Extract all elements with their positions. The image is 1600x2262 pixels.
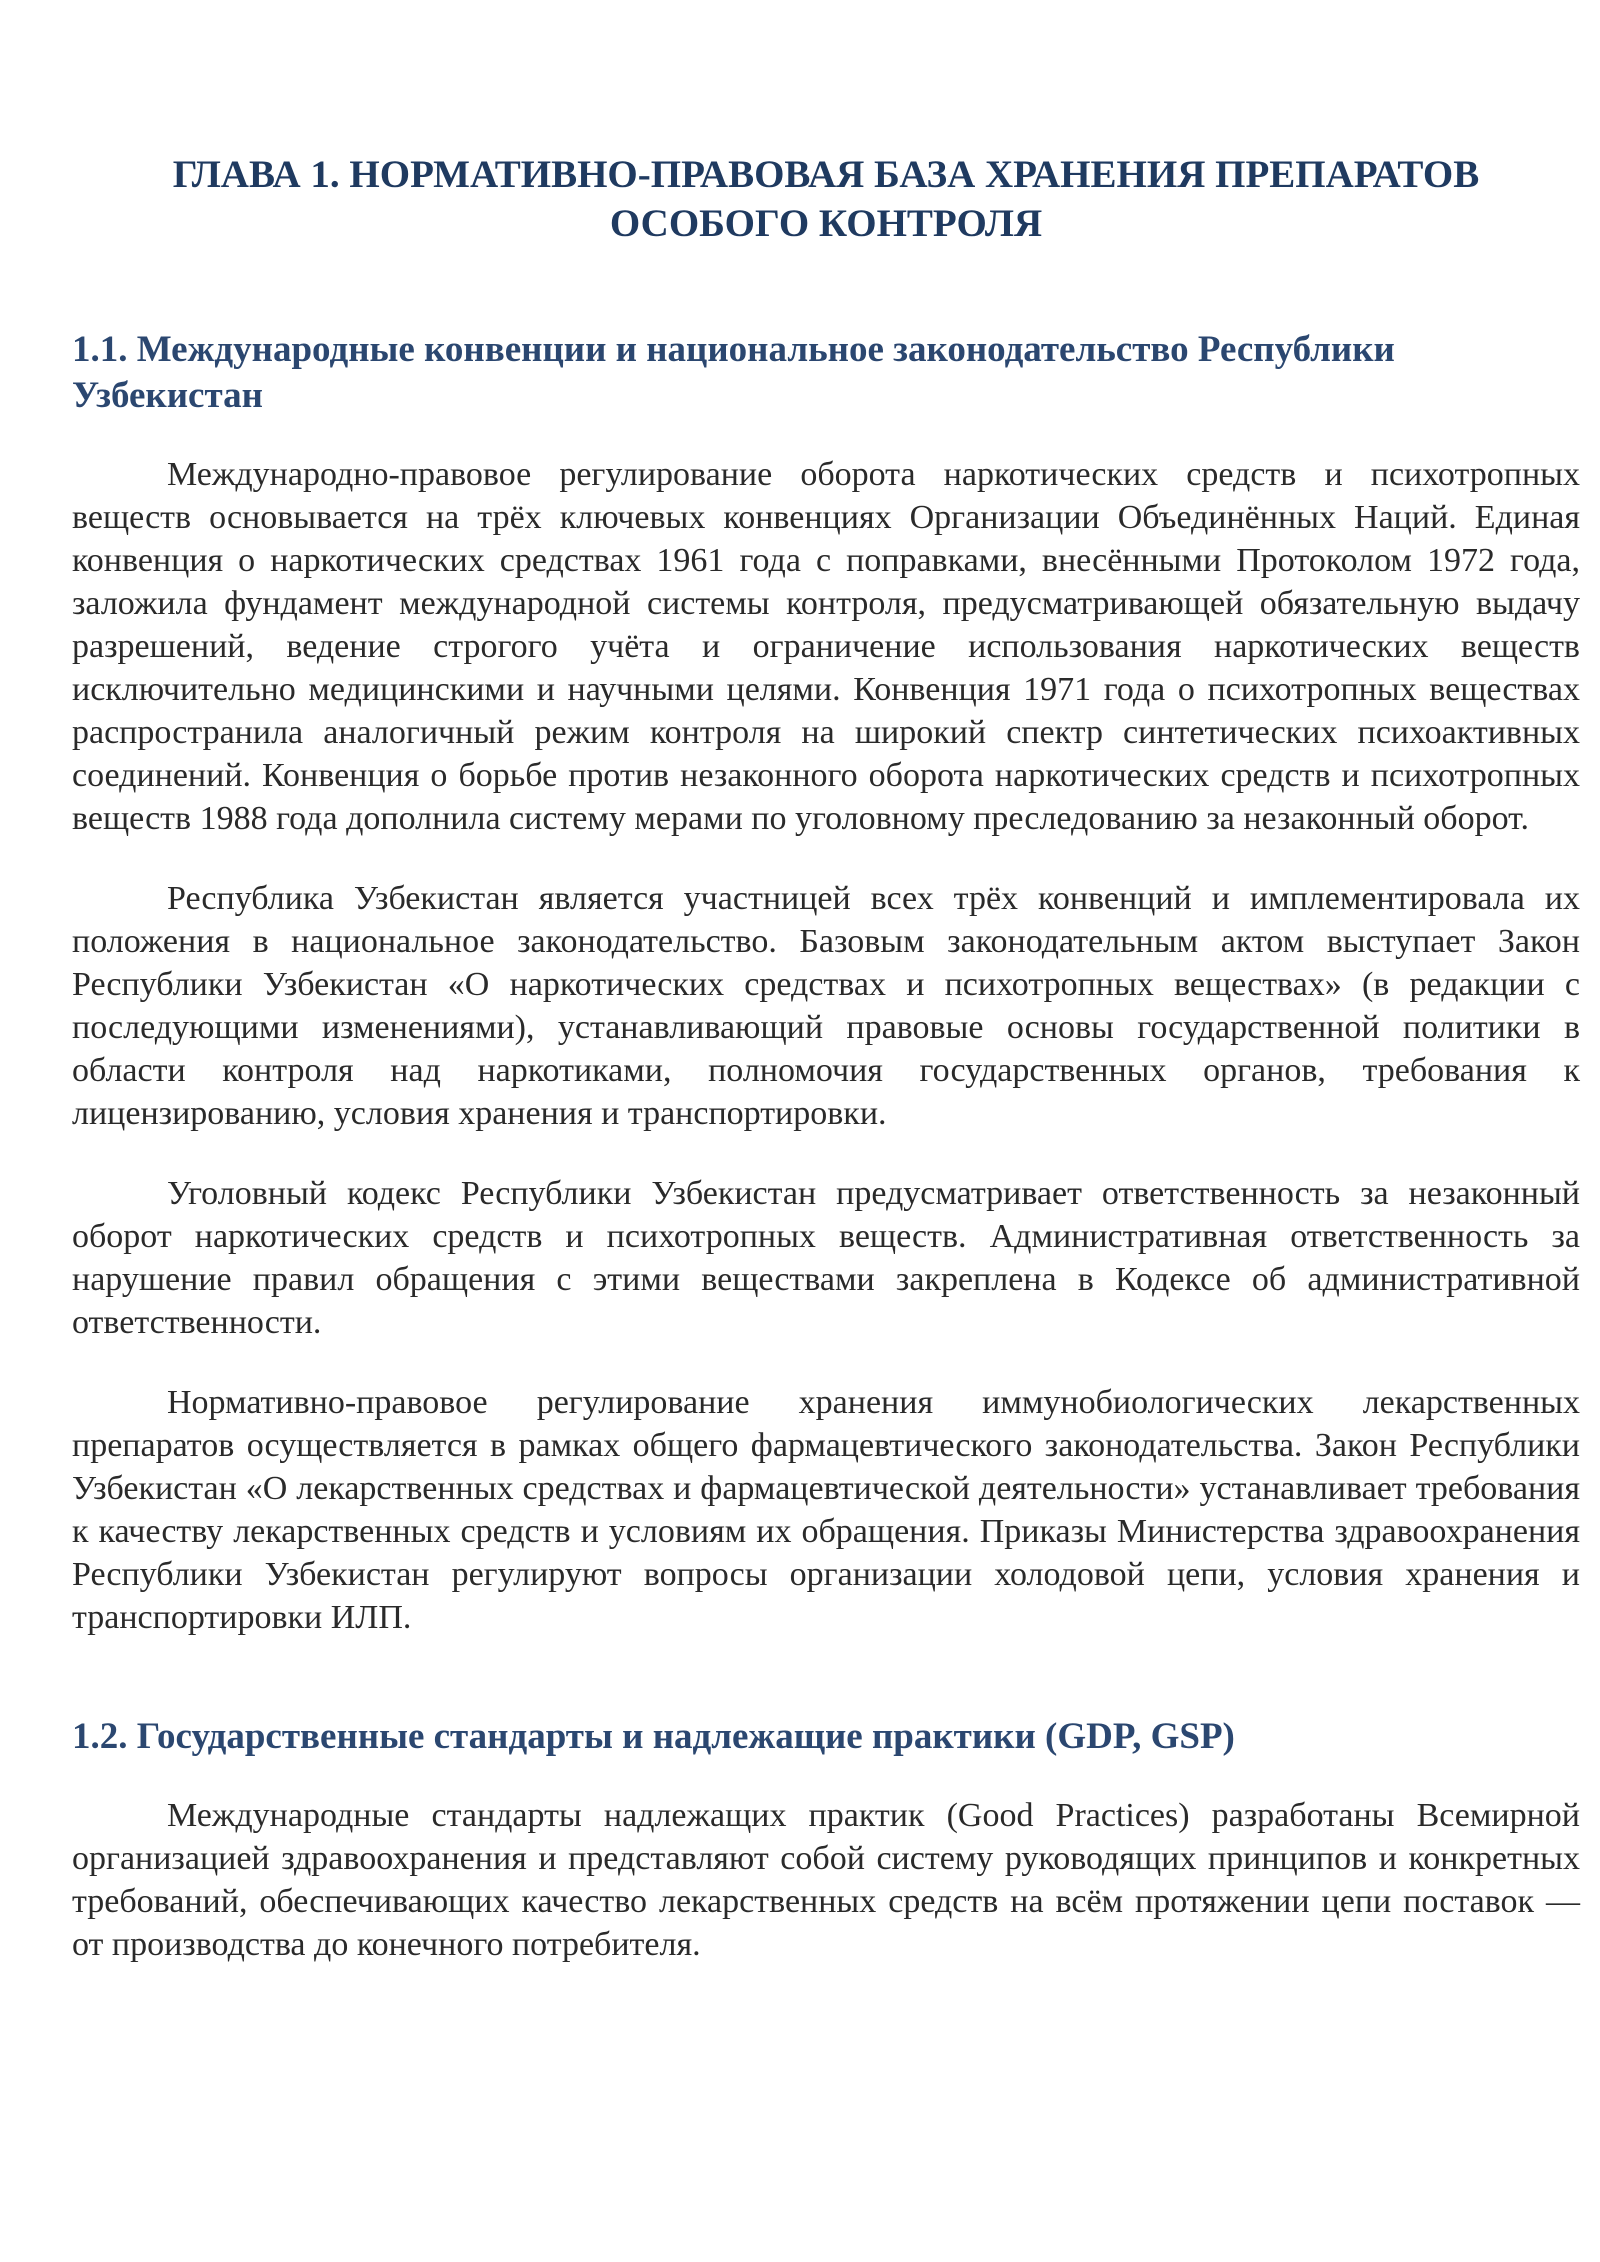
paragraph-un-conventions: Международно-правовое регулирование оборота наркотических средств и психотропных веществ основывается на трёх ключевых конвенциях Организации Объединённых Наций. Единая конвенция о наркотических средствах 1961 года с поправками, внесёнными Протоколом 1972 года, заложила фундамент международной системы контроля, предусматривающей обязательную выдачу разрешений, ведение строгого учёта и ограничение использования наркотических веществ исключительно медицинскими и научными целями. Конвенция 1971 года о психотропных веществах распространила аналогичный режим контроля на широкий спектр синтетических психоактивных соединений. Конвенция о борьбе против незаконного оборота наркотических средств и психотропных веществ 1988 года дополнила систему мерами по уголовному преследованию за незаконный оборот.: [72, 456, 1580, 837]
paragraph-good-practices: Международные стандарты надлежащих практик (Good Practices) разработаны Всемирной организацией здравоохранения и представляют собой систему руководящих принципов и конкретных требований, обеспечивающих качество лекарственных средств на всём протяжении цепи поставок — от производства до конечного потребителя.: [72, 1797, 1580, 1963]
document-page: [72, 0, 1580, 1966]
section-heading-1-1: 1.1. Международные конвенции и национальное законодательство Республики Узбекистан: [72, 329, 1395, 416]
chapter-title: [72, 150, 1580, 248]
paragraph-criminal-code: Уголовный кодекс Республики Узбекистан предусматривает ответственность за незаконный оборот наркотических средств и психотропных веществ. Административная ответственность за нарушение правил обращения с этими веществами закреплена в Кодексе об административной ответственности.: [72, 1175, 1580, 1341]
section-heading-1-2: 1.2. Государственные стандарты и надлежащие практики (GDP, GSP): [72, 1716, 1235, 1757]
chapter-title-line-1: ГЛАВА 1. НОРМАТИВНО-ПРАВОВАЯ БАЗА ХРАНЕНИЯ ПРЕПАРАТОВ: [172, 153, 1480, 196]
paragraph-national-law: Республика Узбекистан является участницей всех трёх конвенций и имплементировала их положения в национальное законодательство. Базовым законодательным актом выступает Закон Республики Узбекистан «О наркотических средствах и психотропных веществах» (в редакции с последующими изменениями), устанавливающий правовые основы государственной политики в области контроля над наркотиками, полномочия государственных органов, требования к лицензированию, условия хранения и транспортировки.: [72, 880, 1580, 1132]
paragraph-pharma-regulation: Нормативно-правовое регулирование хранения иммунобиологических лекарственных препаратов осуществляется в рамках общего фармацевтического законодательства. Закон Республики Узбекистан «О лекарственных средствах и фармацевтической деятельности» устанавливает требования к качеству лекарственных средств и условиям их обращения. Приказы Министерства здравоохранения Республики Узбекистан регулируют вопросы организации холодовой цепи, условия хранения и транспортировки ИЛП.: [72, 1384, 1580, 1636]
chapter-title-line-2: ОСОБОГО КОНТРОЛЯ: [609, 202, 1043, 245]
